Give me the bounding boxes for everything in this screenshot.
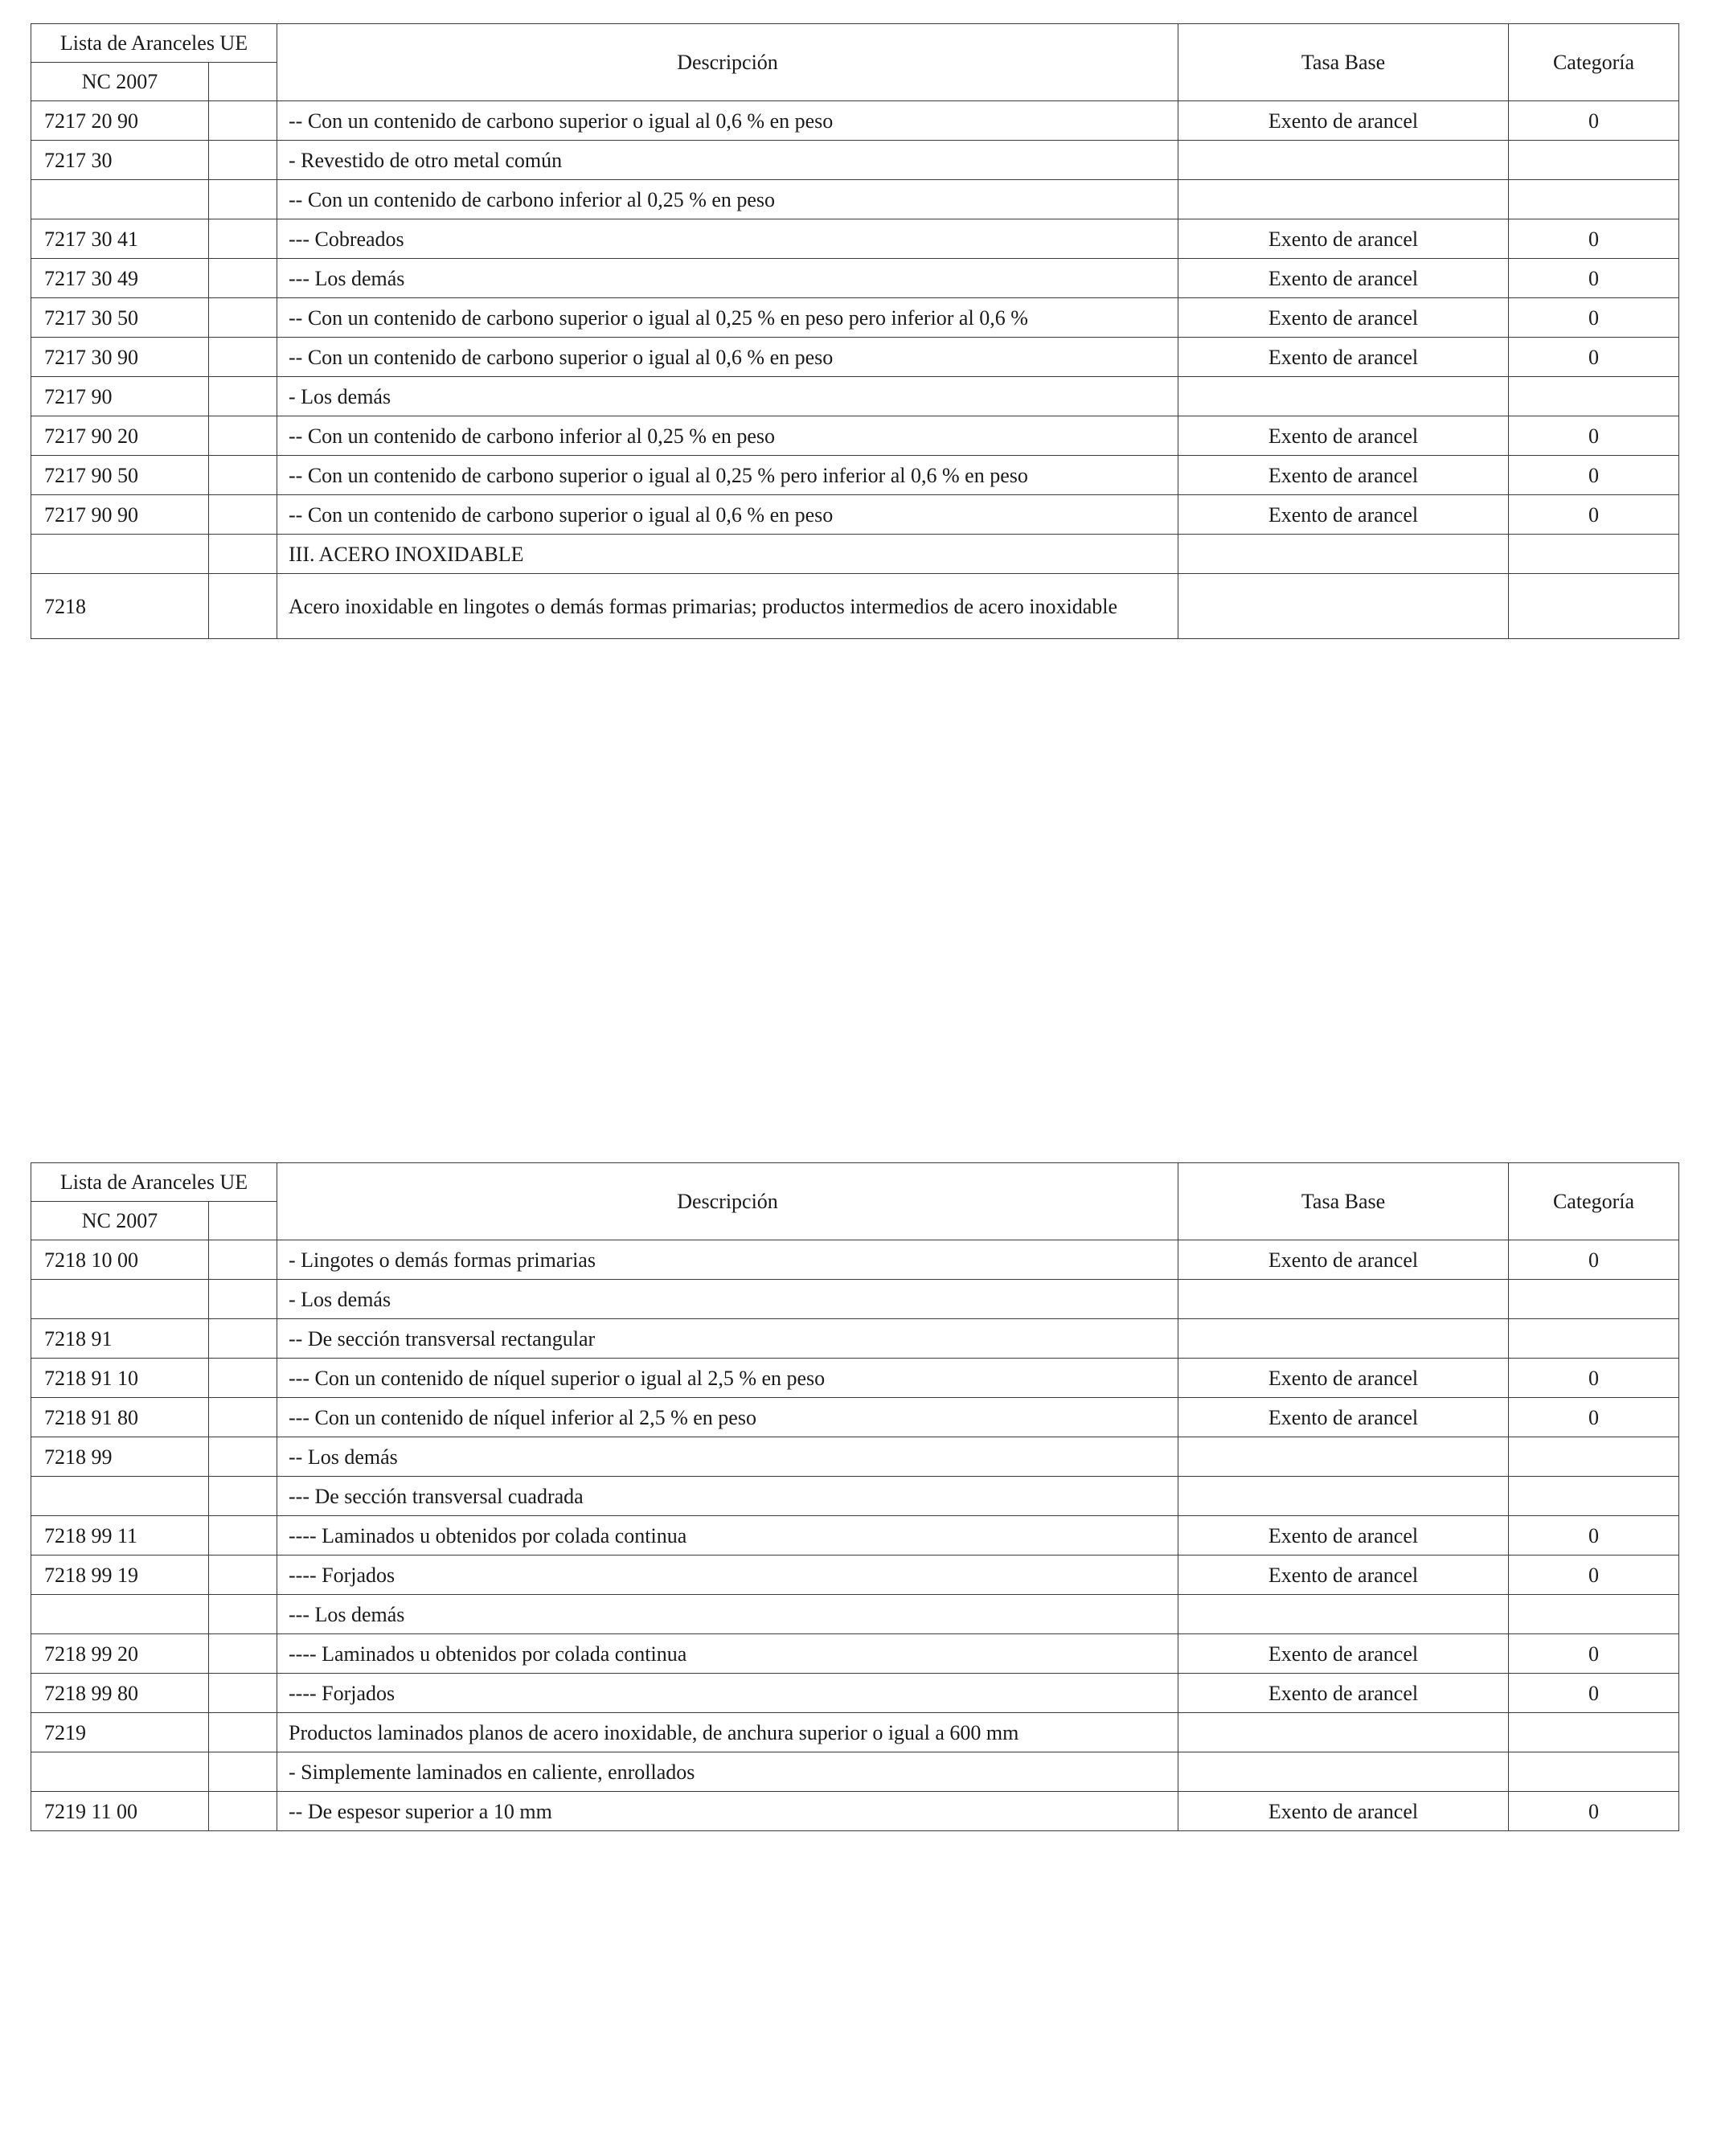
description-cell: -- Los demás bbox=[277, 1437, 1178, 1477]
table-row bbox=[31, 180, 1679, 219]
blank-cell bbox=[209, 574, 277, 639]
tariff-table-2 bbox=[31, 1162, 1679, 1831]
table-header bbox=[31, 1163, 1679, 1240]
category-cell: 0 bbox=[1509, 456, 1679, 495]
table-body bbox=[31, 1240, 1679, 1831]
cn-code-cell: 7218 99 20 bbox=[31, 1634, 209, 1674]
header-nc-2007: NC 2007 bbox=[31, 63, 209, 101]
cn-code-cell: 7218 91 bbox=[31, 1319, 209, 1359]
table-row bbox=[31, 1792, 1679, 1831]
description-cell: III. ACERO INOXIDABLE bbox=[277, 535, 1178, 574]
cn-code-cell: 7218 99 bbox=[31, 1437, 209, 1477]
description-cell: -- Con un contenido de carbono inferior al 0,25 % en peso bbox=[277, 180, 1178, 219]
blank-cell bbox=[209, 219, 277, 259]
category-cell bbox=[1509, 141, 1679, 180]
description-cell: -- Con un contenido de carbono superior o igual al 0,6 % en peso bbox=[277, 338, 1178, 377]
description-cell: --- Los demás bbox=[277, 259, 1178, 298]
description-cell: - Los demás bbox=[277, 1280, 1178, 1319]
cn-code-cell bbox=[31, 1595, 209, 1634]
table-body bbox=[31, 101, 1679, 639]
blank-cell bbox=[209, 1437, 277, 1477]
blank-cell bbox=[209, 495, 277, 535]
base-rate-cell: Exento de arancel bbox=[1178, 1359, 1509, 1398]
header-descripcion: Descripción bbox=[277, 1163, 1178, 1240]
header-nc-2007: NC 2007 bbox=[31, 1202, 209, 1240]
description-cell: - Revestido de otro metal común bbox=[277, 141, 1178, 180]
table-row bbox=[31, 416, 1679, 456]
description-cell: --- Con un contenido de níquel superior o igual al 2,5 % en peso bbox=[277, 1359, 1178, 1398]
base-rate-cell bbox=[1178, 1595, 1509, 1634]
table-row bbox=[31, 1674, 1679, 1713]
blank-cell bbox=[209, 377, 277, 416]
category-cell: 0 bbox=[1509, 1674, 1679, 1713]
blank-cell bbox=[209, 180, 277, 219]
blank-cell bbox=[209, 1634, 277, 1674]
base-rate-cell: Exento de arancel bbox=[1178, 1556, 1509, 1595]
blank-cell bbox=[209, 1556, 277, 1595]
category-cell bbox=[1509, 377, 1679, 416]
category-cell bbox=[1509, 1477, 1679, 1516]
blank-cell bbox=[209, 1398, 277, 1437]
category-cell bbox=[1509, 1752, 1679, 1792]
description-cell: -- Con un contenido de carbono superior o igual al 0,25 % en peso pero inferior al 0,6 % bbox=[277, 298, 1178, 338]
blank-cell bbox=[209, 1674, 277, 1713]
cn-code-cell: 7217 30 49 bbox=[31, 259, 209, 298]
table-row bbox=[31, 377, 1679, 416]
cn-code-cell bbox=[31, 1752, 209, 1792]
category-cell: 0 bbox=[1509, 1240, 1679, 1280]
header-lista-aranceles: Lista de Aranceles UE bbox=[31, 24, 277, 63]
table-row bbox=[31, 1713, 1679, 1752]
table-row bbox=[31, 1752, 1679, 1792]
category-cell bbox=[1509, 1713, 1679, 1752]
cn-code-cell: 7219 11 00 bbox=[31, 1792, 209, 1831]
blank-cell bbox=[209, 1280, 277, 1319]
category-cell: 0 bbox=[1509, 1556, 1679, 1595]
blank-cell bbox=[209, 456, 277, 495]
base-rate-cell bbox=[1178, 1437, 1509, 1477]
category-cell: 0 bbox=[1509, 298, 1679, 338]
base-rate-cell bbox=[1178, 574, 1509, 639]
description-cell: ---- Forjados bbox=[277, 1556, 1178, 1595]
base-rate-cell bbox=[1178, 1752, 1509, 1792]
header-lista-aranceles: Lista de Aranceles UE bbox=[31, 1163, 277, 1202]
cn-code-cell bbox=[31, 180, 209, 219]
blank-cell bbox=[209, 1792, 277, 1831]
header-tasa-base: Tasa Base bbox=[1178, 24, 1509, 101]
category-cell: 0 bbox=[1509, 219, 1679, 259]
table-row bbox=[31, 219, 1679, 259]
base-rate-cell bbox=[1178, 180, 1509, 219]
cn-code-cell: 7217 90 20 bbox=[31, 416, 209, 456]
blank-cell bbox=[209, 1359, 277, 1398]
table-row bbox=[31, 574, 1679, 639]
header-categoria: Categoría bbox=[1509, 1163, 1679, 1240]
base-rate-cell: Exento de arancel bbox=[1178, 456, 1509, 495]
base-rate-cell bbox=[1178, 1319, 1509, 1359]
blank-cell bbox=[209, 1516, 277, 1556]
base-rate-cell: Exento de arancel bbox=[1178, 1674, 1509, 1713]
category-cell bbox=[1509, 1595, 1679, 1634]
description-cell: -- Con un contenido de carbono superior o igual al 0,25 % pero inferior al 0,6 % en peso bbox=[277, 456, 1178, 495]
base-rate-cell bbox=[1178, 535, 1509, 574]
cn-code-cell: 7219 bbox=[31, 1713, 209, 1752]
description-cell: - Simplemente laminados en caliente, enrollados bbox=[277, 1752, 1178, 1792]
blank-cell bbox=[209, 338, 277, 377]
table-row bbox=[31, 1240, 1679, 1280]
description-cell: - Lingotes o demás formas primarias bbox=[277, 1240, 1178, 1280]
description-cell: Productos laminados planos de acero inoxidable, de anchura superior o igual a 600 mm bbox=[277, 1713, 1178, 1752]
blank-cell bbox=[209, 1240, 277, 1280]
description-cell: ---- Forjados bbox=[277, 1674, 1178, 1713]
base-rate-cell bbox=[1178, 141, 1509, 180]
tariff-table-1 bbox=[31, 23, 1679, 639]
base-rate-cell: Exento de arancel bbox=[1178, 338, 1509, 377]
blank-cell bbox=[209, 259, 277, 298]
table-row bbox=[31, 1398, 1679, 1437]
category-cell bbox=[1509, 1437, 1679, 1477]
description-cell: ---- Laminados u obtenidos por colada continua bbox=[277, 1516, 1178, 1556]
category-cell bbox=[1509, 574, 1679, 639]
description-cell: Acero inoxidable en lingotes o demás formas primarias; productos intermedios de acero inoxidable bbox=[277, 574, 1178, 639]
table-row bbox=[31, 1319, 1679, 1359]
cn-code-cell: 7218 91 80 bbox=[31, 1398, 209, 1437]
category-cell bbox=[1509, 180, 1679, 219]
category-cell bbox=[1509, 1280, 1679, 1319]
blank-cell bbox=[209, 298, 277, 338]
blank-cell bbox=[209, 1595, 277, 1634]
description-cell: --- De sección transversal cuadrada bbox=[277, 1477, 1178, 1516]
blank-cell bbox=[209, 141, 277, 180]
base-rate-cell bbox=[1178, 1713, 1509, 1752]
table-row bbox=[31, 338, 1679, 377]
table-row bbox=[31, 535, 1679, 574]
base-rate-cell bbox=[1178, 1280, 1509, 1319]
category-cell bbox=[1509, 535, 1679, 574]
base-rate-cell: Exento de arancel bbox=[1178, 1398, 1509, 1437]
header-blank-cell bbox=[209, 1202, 277, 1240]
base-rate-cell bbox=[1178, 377, 1509, 416]
table-row bbox=[31, 1595, 1679, 1634]
cn-code-cell: 7217 30 bbox=[31, 141, 209, 180]
table-row bbox=[31, 1280, 1679, 1319]
blank-cell bbox=[209, 416, 277, 456]
table-header bbox=[31, 24, 1679, 101]
table-row bbox=[31, 1437, 1679, 1477]
cn-code-cell: 7217 90 bbox=[31, 377, 209, 416]
table-row bbox=[31, 141, 1679, 180]
category-cell: 0 bbox=[1509, 1634, 1679, 1674]
table-row bbox=[31, 1359, 1679, 1398]
description-cell: - Los demás bbox=[277, 377, 1178, 416]
table-row bbox=[31, 1516, 1679, 1556]
blank-cell bbox=[209, 535, 277, 574]
header-blank-cell bbox=[209, 63, 277, 101]
base-rate-cell: Exento de arancel bbox=[1178, 495, 1509, 535]
category-cell: 0 bbox=[1509, 1516, 1679, 1556]
blank-cell bbox=[209, 1713, 277, 1752]
cn-code-cell: 7217 90 90 bbox=[31, 495, 209, 535]
base-rate-cell: Exento de arancel bbox=[1178, 1516, 1509, 1556]
base-rate-cell: Exento de arancel bbox=[1178, 101, 1509, 141]
category-cell: 0 bbox=[1509, 416, 1679, 456]
base-rate-cell bbox=[1178, 1477, 1509, 1516]
base-rate-cell: Exento de arancel bbox=[1178, 1240, 1509, 1280]
blank-cell bbox=[209, 1319, 277, 1359]
base-rate-cell: Exento de arancel bbox=[1178, 219, 1509, 259]
table-row bbox=[31, 1556, 1679, 1595]
table-row bbox=[31, 298, 1679, 338]
category-cell: 0 bbox=[1509, 101, 1679, 141]
cn-code-cell: 7217 30 41 bbox=[31, 219, 209, 259]
cn-code-cell bbox=[31, 535, 209, 574]
cn-code-cell: 7218 bbox=[31, 574, 209, 639]
cn-code-cell: 7218 99 80 bbox=[31, 1674, 209, 1713]
header-descripcion: Descripción bbox=[277, 24, 1178, 101]
table-row bbox=[31, 101, 1679, 141]
cn-code-cell bbox=[31, 1280, 209, 1319]
base-rate-cell: Exento de arancel bbox=[1178, 1792, 1509, 1831]
header-tasa-base: Tasa Base bbox=[1178, 1163, 1509, 1240]
base-rate-cell: Exento de arancel bbox=[1178, 416, 1509, 456]
description-cell: -- Con un contenido de carbono superior o igual al 0,6 % en peso bbox=[277, 495, 1178, 535]
table-row bbox=[31, 495, 1679, 535]
table-row bbox=[31, 259, 1679, 298]
category-cell bbox=[1509, 1319, 1679, 1359]
base-rate-cell: Exento de arancel bbox=[1178, 1634, 1509, 1674]
cn-code-cell: 7217 90 50 bbox=[31, 456, 209, 495]
description-cell: -- De sección transversal rectangular bbox=[277, 1319, 1178, 1359]
category-cell: 0 bbox=[1509, 259, 1679, 298]
category-cell: 0 bbox=[1509, 495, 1679, 535]
base-rate-cell: Exento de arancel bbox=[1178, 298, 1509, 338]
description-cell: -- Con un contenido de carbono superior o igual al 0,6 % en peso bbox=[277, 101, 1178, 141]
description-cell: -- De espesor superior a 10 mm bbox=[277, 1792, 1178, 1831]
blank-cell bbox=[209, 101, 277, 141]
description-cell: -- Con un contenido de carbono inferior al 0,25 % en peso bbox=[277, 416, 1178, 456]
header-categoria: Categoría bbox=[1509, 24, 1679, 101]
table-row bbox=[31, 1634, 1679, 1674]
category-cell: 0 bbox=[1509, 1398, 1679, 1437]
cn-code-cell bbox=[31, 1477, 209, 1516]
description-cell: ---- Laminados u obtenidos por colada continua bbox=[277, 1634, 1178, 1674]
cn-code-cell: 7218 91 10 bbox=[31, 1359, 209, 1398]
cn-code-cell: 7218 99 11 bbox=[31, 1516, 209, 1556]
cn-code-cell: 7218 10 00 bbox=[31, 1240, 209, 1280]
base-rate-cell: Exento de arancel bbox=[1178, 259, 1509, 298]
cn-code-cell: 7218 99 19 bbox=[31, 1556, 209, 1595]
category-cell: 0 bbox=[1509, 1359, 1679, 1398]
cn-code-cell: 7217 30 50 bbox=[31, 298, 209, 338]
blank-cell bbox=[209, 1752, 277, 1792]
cn-code-cell: 7217 20 90 bbox=[31, 101, 209, 141]
category-cell: 0 bbox=[1509, 338, 1679, 377]
blank-cell bbox=[209, 1477, 277, 1516]
table-row bbox=[31, 1477, 1679, 1516]
category-cell: 0 bbox=[1509, 1792, 1679, 1831]
description-cell: --- Los demás bbox=[277, 1595, 1178, 1634]
table-row bbox=[31, 456, 1679, 495]
description-cell: --- Cobreados bbox=[277, 219, 1178, 259]
cn-code-cell: 7217 30 90 bbox=[31, 338, 209, 377]
description-cell: --- Con un contenido de níquel inferior al 2,5 % en peso bbox=[277, 1398, 1178, 1437]
